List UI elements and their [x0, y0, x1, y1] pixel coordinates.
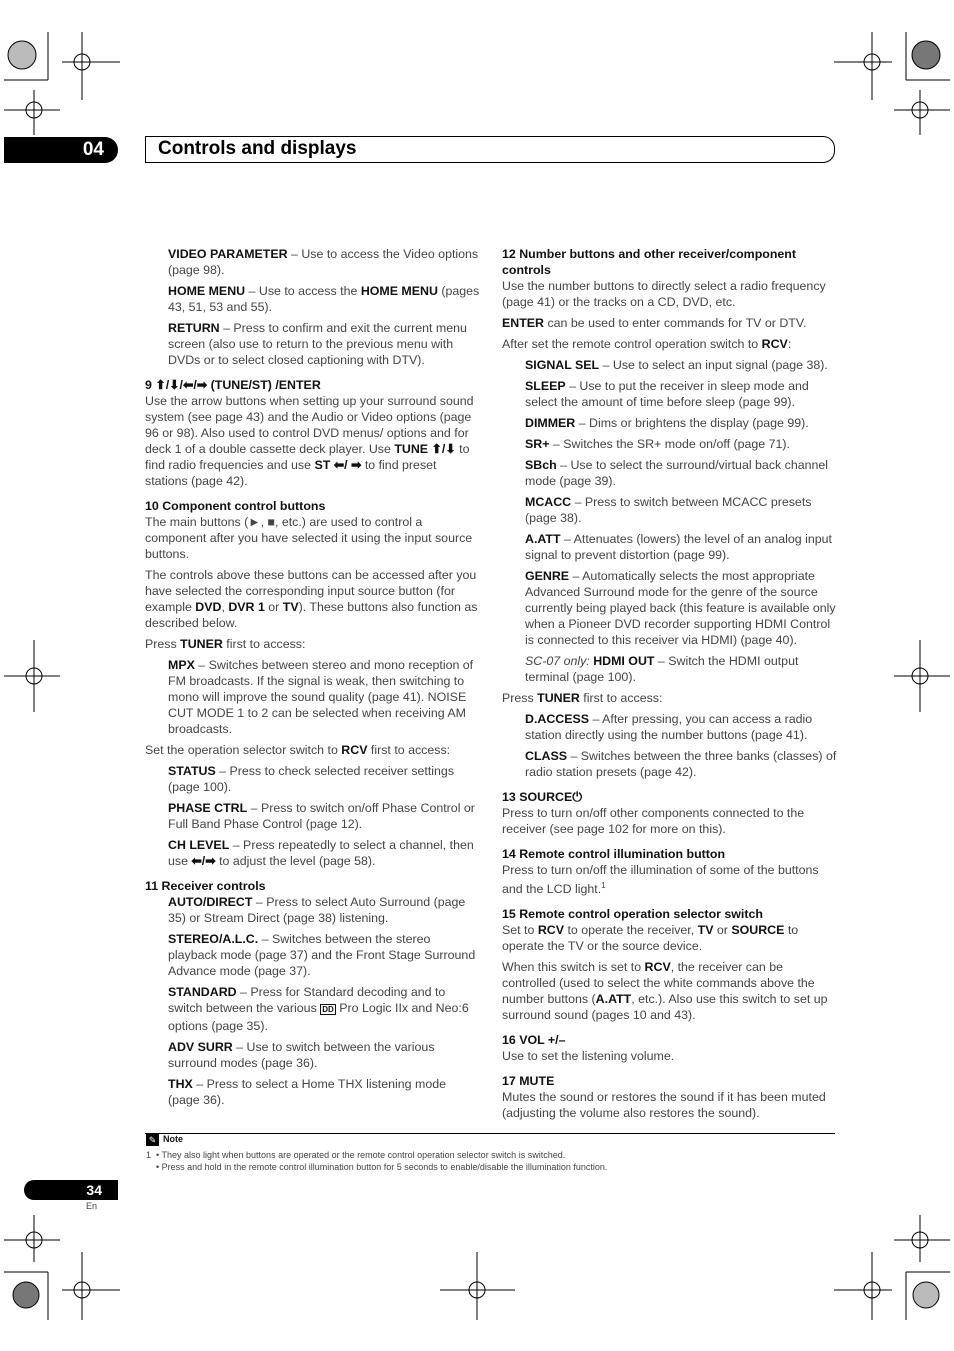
section-10-text-1: The main buttons (►, ■, etc.) are used to control a component after you have selected it using the input source buttons. [145, 515, 473, 561]
note-title: Note [163, 1134, 183, 1144]
signal-sel-item: SIGNAL SEL – Use to select an input signal (page 38). [525, 358, 828, 372]
chapter-number: 04 [82, 139, 104, 160]
chapter-title: Controls and displays [158, 138, 357, 159]
section-15-text-2: When this switch is set to RCV, the receiver can be controlled (used to select the white commands above the number buttons (A.ATT, etc.). Also use this switch to set up surround sound (pages 10 and 43). [502, 960, 828, 1023]
section-12-text: Use the number buttons to directly select a radio frequency (page 41) or the tracks on a CD, DVD, etc. [502, 279, 826, 309]
section-13-text: Press to turn on/off other components connected to the receiver (see page 102 for more on this). [502, 806, 805, 836]
dimmer-item: DIMMER – Dims or brightens the display (page 99). [525, 416, 809, 430]
press-tuner-line-2: Press TUNER first to access: [502, 691, 663, 705]
section-17-heading: 17 MUTE [502, 1074, 555, 1089]
section-17-text: Mutes the sound or restores the sound if it has been muted (adjusting the volume also restores the sound). [502, 1090, 826, 1121]
left-column [145, 246, 481, 1113]
section-12-heading: 12 Number buttons and other receiver/component controls [502, 247, 796, 277]
footnote-1: 1 • They also light when buttons are operated or the remote control operation selector switch is switched. [146, 1150, 566, 1160]
sr-plus-item: SR+ – Switches the SR+ mode on/off (page 71). [525, 437, 790, 451]
section-10-text-2: The controls above these buttons can be accessed after you have selected the corresponding input source button (for example DVD, DVR 1 or TV). These buttons also function as described below. [145, 568, 478, 630]
note-divider [145, 1133, 835, 1134]
section-16-heading: 16 VOL +/– [502, 1033, 566, 1048]
enter-line: ENTER can be used to enter commands for TV or DTV. [502, 316, 807, 330]
page-number: 34 [86, 1182, 102, 1198]
adv-surr-item: ADV SURR – Use to switch between the various surround modes (page 36). [168, 1040, 435, 1070]
mpx-item: MPX – Switches between stereo and mono reception of FM broadcasts. If the signal is weak, then switching to mono will improve the sound quality (page 41). NOISE CUT MODE 1 to 2 can be selected when receiving AM broadcasts. [168, 658, 474, 736]
ch-level-item: CH LEVEL – Press repeatedly to select a channel, then use ⬅/➡ to adjust the level (page 58). [168, 838, 474, 868]
right-column [502, 246, 838, 1126]
section-13-heading: 13 SOURCE⏻ [502, 790, 583, 804]
press-tuner-line: Press TUNER first to access: [145, 637, 306, 651]
phase-ctrl-item: PHASE CTRL – Press to switch on/off Phase Control or Full Band Phase Control (page 12). [168, 801, 475, 831]
genre-item: GENRE – Automatically selects the most appropriate Advanced Surround mode for the genre of the source currently being played back (this feature is available only when a Pioneer DVD recorder supporting HDMI Control is connected to this receiver via HDMI) (page 40). [525, 569, 836, 647]
mcacc-item: MCACC – Press to switch between MCACC presets (page 38). [525, 495, 812, 525]
note-pencil-icon: ✎ [146, 1134, 159, 1146]
section-15-heading: 15 Remote control operation selector switch [502, 907, 763, 922]
after-set-line: After set the remote control operation switch to RCV: [502, 337, 792, 351]
footnote-ref: 1 [601, 881, 606, 890]
thx-item: THX – Press to select a Home THX listening mode (page 36). [168, 1077, 447, 1107]
section-10-heading: 10 Component control buttons [145, 499, 326, 513]
home-menu-item: HOME MENU – Use to access the HOME MENU (pages 43, 51, 53 and 55). [168, 284, 480, 314]
dolby-logo: DD [322, 1005, 334, 1014]
set-selector-line: Set the operation selector switch to RCV first to access: [145, 743, 451, 757]
section-9-heading: 9 ⬆/⬇/⬅/➡ (TUNE/ST) /ENTER [145, 378, 321, 392]
hdmi-out-item: SC-07 only: HDMI OUT – Switch the HDMI output terminal (page 100). [525, 654, 799, 684]
a-att-item: A.ATT – Attenuates (lowers) the level of an analog input signal to prevent distortion (page 99). [525, 532, 832, 562]
section-14-text: Press to turn on/off the illumination of some of the buttons and the LCD light.$^1$ [502, 863, 819, 897]
section-11-heading: 11 Receiver controls [145, 879, 266, 893]
class-item: CLASS – Switches between the three banks (classes) of radio station presets (page 42). [525, 749, 837, 779]
section-15-text-1: Set to RCV to operate the receiver, TV or SOURCE to operate the TV or the source device. [502, 923, 799, 954]
status-item: STATUS – Press to check selected receiver settings (page 100). [168, 764, 455, 794]
section-9-text: Use the arrow buttons when setting up your surround sound system (see page 43) and the Audio or Video options (page 96 or 98). Also used to control DVD menus/ options and for deck 1 of a double cassette deck player. Use TUNE ⬆/⬇ to find radio frequencies and use ST ⬅/ ➡ to find preset stations (page 42). [145, 394, 474, 488]
sleep-item: SLEEP – Use to put the receiver in sleep mode and select the amount of time before sleep (page 99). [525, 379, 809, 409]
d-access-item: D.ACCESS – After pressing, you can access a radio station directly using the number buttons (page 41). [525, 712, 813, 742]
page-number-badge [24, 1180, 118, 1200]
auto-direct-item: AUTO/DIRECT – Press to select Auto Surround (page 35) or Stream Direct (page 38) listening. [168, 895, 466, 925]
chapter-number-badge [4, 137, 118, 163]
stereo-alc-item: STEREO/A.L.C. – Switches between the stereo playback mode (page 37) and the Front Stage Surround Advance mode (page 37). [168, 932, 476, 978]
sbch-item: SBch – Use to select the surround/virtual back channel mode (page 39). [525, 458, 829, 488]
return-item: RETURN – Press to confirm and exit the current menu screen (also use to return to the previous menu with DVDs or to select closed captioning with DTV). [168, 321, 467, 367]
language-code: En [86, 1201, 98, 1211]
footnote-2: • Press and hold in the remote control illumination button for 5 seconds to enable/disable the illumination function. [146, 1162, 608, 1172]
section-16-text: Use to set the listening volume. [502, 1049, 675, 1064]
video-parameter-item: VIDEO PARAMETER – Use to access the Video options (page 98). [168, 247, 479, 277]
standard-item: STANDARD – Press for Standard decoding and to switch between the various DD Pro Logic IIx and Neo:6 options (page 35). [168, 985, 469, 1033]
section-14-heading: 14 Remote control illumination button [502, 847, 726, 861]
